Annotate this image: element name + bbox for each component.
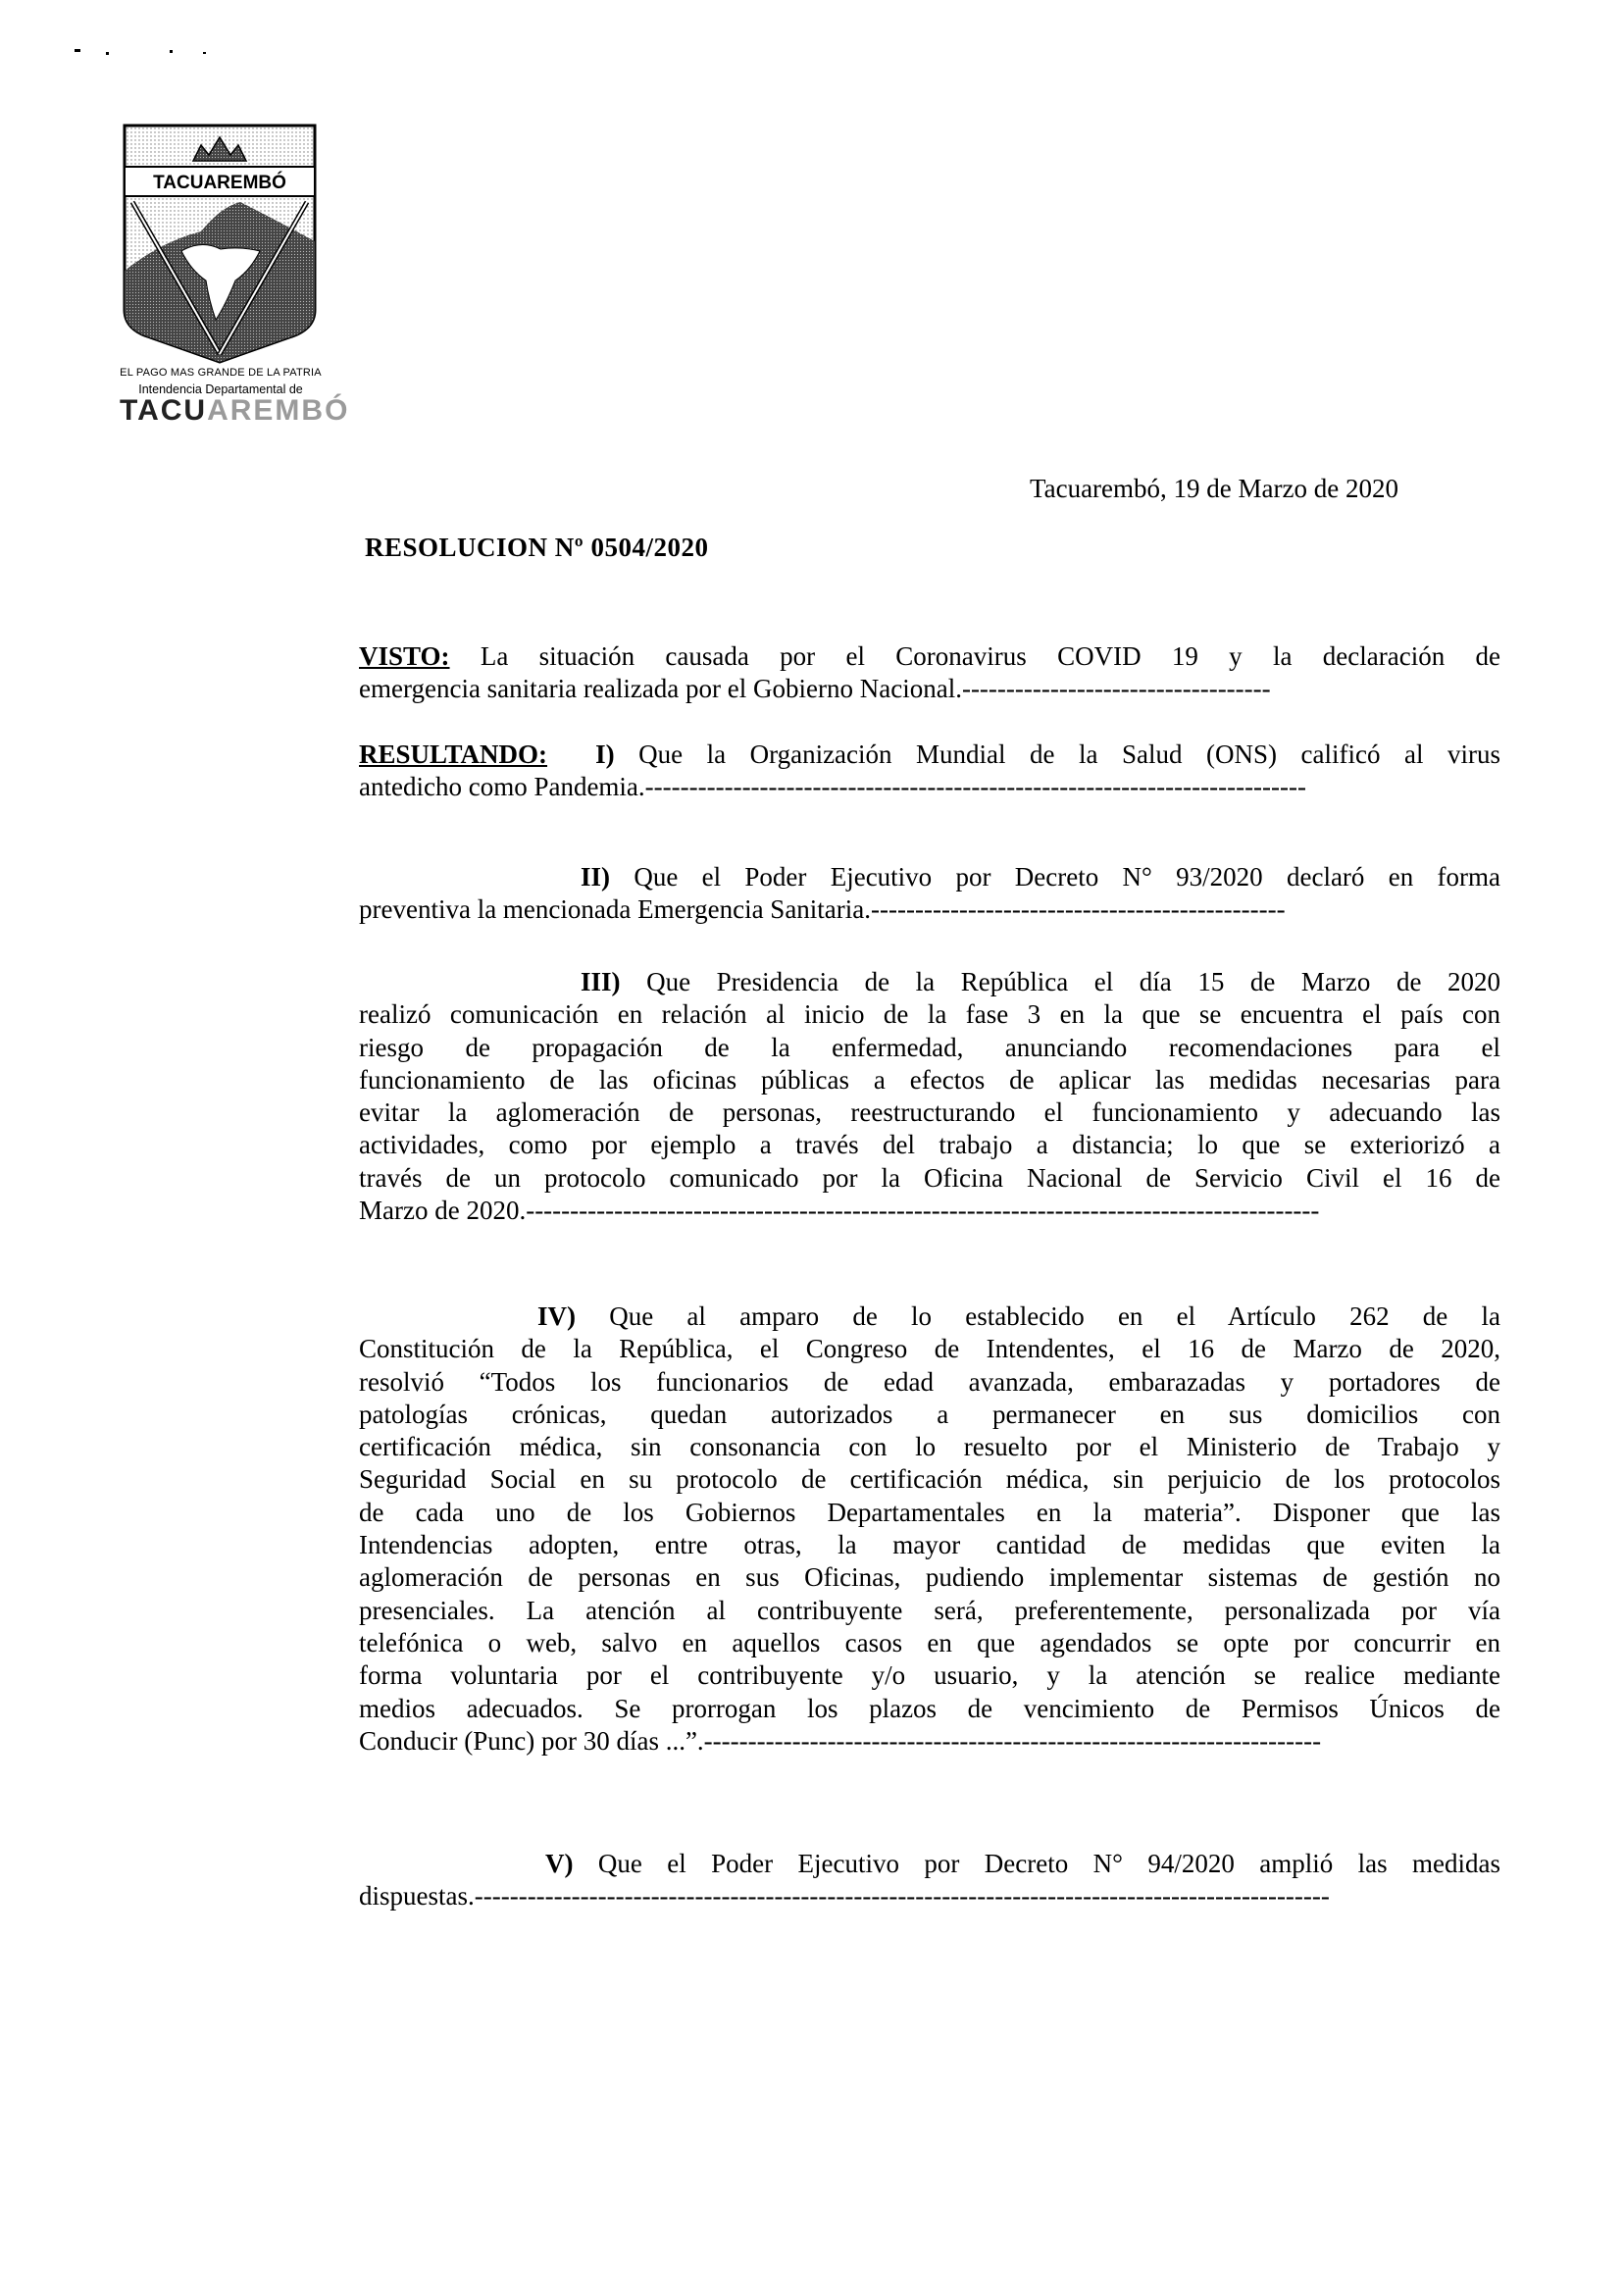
scan-noise	[75, 49, 80, 52]
resultando-4-line-10: presenciales. La atención al contribuyente será, preferentemente, personalizada por vía	[359, 1595, 1500, 1625]
resultando-1-line-2: antedicho como Pandemia.---------------------------------------------------------------------------	[359, 772, 1307, 802]
svg-text:TACUAREMBÓ: TACUAREMBÓ	[153, 173, 286, 193]
visto-line-2: emergencia sanitaria realizada por el Gobierno Nacional.-----------------------------------	[359, 674, 1271, 704]
resultando-2-line-2: preventiva la mencionada Emergencia Sanitaria.-----------------------------------------------	[359, 894, 1286, 925]
scan-noise	[106, 52, 109, 55]
resultando-4-line-5: certificación médica, sin consonancia con lo resuelto por el Ministerio de Trabajo y	[359, 1432, 1500, 1462]
numeral-iii: III)	[581, 967, 621, 996]
scan-noise	[170, 50, 173, 53]
logo-motto: EL PAGO MAS GRANDE DE LA PATRIA	[120, 367, 322, 379]
resultando-4-line-2: Constitución de la República, el Congreso de Intendentes, el 16 de Marzo de 2020,	[359, 1334, 1500, 1364]
resultando-item-2	[359, 861, 1500, 927]
resultando-3-line-8: Marzo de 2020.------------------------------------------------------------------------------------------	[359, 1196, 1320, 1226]
visto-line-1: VISTO: La situación causada por el Coronavirus COVID 19 y la declaración de	[359, 641, 1500, 671]
document-date: Tacuarembó, 19 de Marzo de 2020	[1030, 474, 1398, 503]
resultando-5-line-2: dispuestas.-------------------------------------------------------------------------------------------------	[359, 1881, 1330, 1912]
coat-of-arms-icon	[123, 124, 317, 364]
resultando-3-line-3: riesgo de propagación de la enfermedad, anunciando recomendaciones para el	[359, 1032, 1500, 1062]
resultando-item-4	[359, 1300, 1500, 1758]
resultando-4-line-14: Conducir (Punc) por 30 días ...”.----------------------------------------------------------------------	[359, 1725, 1322, 1756]
resultando-4-line-9: aglomeración de personas en sus Oficinas, pudiendo implementar sistemas de gestión no	[359, 1562, 1500, 1593]
resultando-2-line-1: II) Que el Poder Ejecutivo por Decreto N° 93/2020 declaró en forma	[581, 862, 1500, 892]
resultando-4-line-7: de cada uno de los Gobiernos Departamentales en la materia”. Disponer que las	[359, 1497, 1500, 1527]
visto-label: VISTO:	[359, 641, 450, 671]
resultando-3-line-6: actividades, como por ejemplo a través del trabajo a distancia; lo que se exteriorizó a	[359, 1130, 1500, 1160]
scan-noise	[203, 52, 206, 54]
logo-org-line: Intendencia Departamental de	[138, 382, 303, 396]
resultando-4-line-4: patologías crónicas, quedan autorizados a permanecer en sus domicilios con	[359, 1399, 1500, 1429]
resultando-4-line-8: Intendencias adopten, entre otras, la mayor cantidad de medidas que eviten la	[359, 1530, 1500, 1560]
resultando-4-line-11: telefónica o web, salvo en aquellos casos en que agendados se opte por concurrir en	[359, 1627, 1500, 1657]
resolution-title: RESOLUCION Nº 0504/2020	[365, 533, 709, 562]
resultando-3-line-5: evitar la aglomeración de personas, reestructurando el funcionamiento y adecuando las	[359, 1097, 1500, 1128]
resultando-4-line-12: forma voluntaria por el contribuyente y/o usuario, y la atención se realice mediante	[359, 1660, 1500, 1691]
resultando-1-line-1: RESULTANDO: I) Que la Organización Mundial de la Salud (ONS) calificó al virus	[359, 739, 1500, 769]
resultando-3-line-4: funcionamiento de las oficinas públicas a efectos de aplicar las medidas necesarias para	[359, 1064, 1500, 1095]
resultando-4-line-1: IV) Que al amparo de lo establecido en el Artículo 262 de la	[537, 1301, 1500, 1331]
municipal-logo	[120, 124, 350, 427]
numeral-i: I)	[595, 739, 615, 769]
numeral-ii: II)	[581, 862, 611, 892]
resultando-4-line-6: Seguridad Social en su protocolo de certificación médica, sin perjuicio de los protocolos	[359, 1464, 1500, 1495]
resultando-4-line-3: resolvió “Todos los funcionarios de edad avanzada, embarazadas y portadores de	[359, 1366, 1500, 1397]
numeral-v: V)	[545, 1849, 574, 1878]
resultando-item-3	[359, 966, 1500, 1227]
resultando-3-line-1: III) Que Presidencia de la República el día 15 de Marzo de 2020	[581, 967, 1500, 996]
resultando-4-line-13: medios adecuados. Se prorrogan los plazos de vencimiento de Permisos Únicos de	[359, 1693, 1500, 1723]
resultando-3-line-7: través de un protocolo comunicado por la Oficina Nacional de Servicio Civil el 16 de	[359, 1162, 1500, 1193]
resultando-3-line-2: realizó comunicación en relación al inicio de la fase 3 en la que se encuentra el país con	[359, 999, 1500, 1030]
resultando-item-1	[359, 739, 1500, 804]
resultando-5-line-1: V) Que el Poder Ejecutivo por Decreto N° 94/2020 amplió las medidas	[545, 1849, 1500, 1878]
logo-brand-part2: AREMBÓ	[207, 394, 350, 427]
visto-section	[359, 640, 1500, 706]
logo-brand	[120, 394, 350, 427]
resultando-item-5	[359, 1848, 1500, 1913]
logo-brand-part1: TACU	[120, 394, 208, 427]
numeral-iv: IV)	[537, 1301, 576, 1331]
resultando-label: RESULTANDO:	[359, 739, 548, 769]
